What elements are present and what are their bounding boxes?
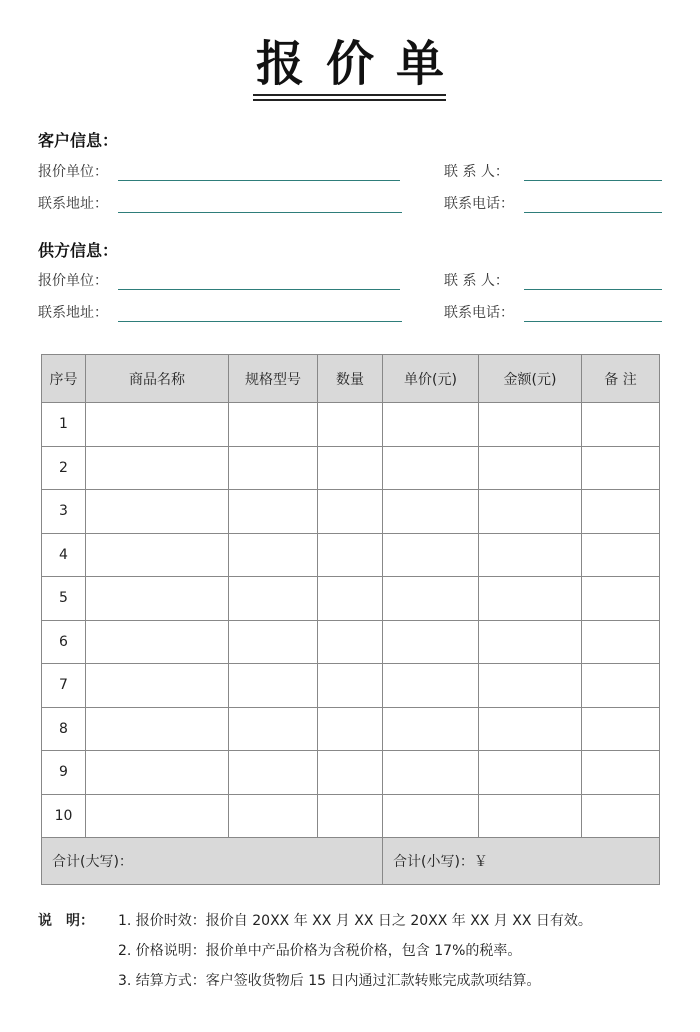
cell-quantity[interactable]	[318, 620, 383, 664]
cell-product-name[interactable]	[86, 620, 229, 664]
cell-amount[interactable]	[479, 707, 582, 751]
cell-quantity[interactable]	[318, 533, 383, 577]
note-price: 2. 价格说明：报价单中产品价格为含税价格，包含 17%的税率。	[118, 943, 522, 959]
header-product-name: 商品名称	[86, 355, 229, 403]
cell-remarks[interactable]	[582, 751, 660, 795]
supplier-phone-label: 联系电话：	[444, 305, 514, 321]
supplier-contact-label: 联 系 人：	[444, 273, 509, 289]
customer-contact-field[interactable]	[524, 180, 662, 181]
cell-quantity[interactable]	[318, 707, 383, 751]
cell-product-name[interactable]	[86, 446, 229, 490]
header-index: 序号	[42, 355, 86, 403]
page-title: 报价单	[255, 36, 466, 92]
header-quantity: 数量	[318, 355, 383, 403]
cell-model[interactable]	[229, 664, 318, 708]
customer-contact-label: 联 系 人：	[444, 164, 509, 180]
header-amount: 金额(元)	[479, 355, 582, 403]
supplier-unit-label: 报价单位：	[38, 273, 108, 289]
supplier-address-label: 联系地址：	[38, 305, 108, 321]
cell-unit-price[interactable]	[383, 403, 479, 447]
cell-amount[interactable]	[479, 751, 582, 795]
cell-product-name[interactable]	[86, 664, 229, 708]
customer-unit-label: 报价单位：	[38, 164, 108, 180]
note-validity: 1. 报价时效：报价自 20XX 年 XX 月 XX 日之 20XX 年 XX 月 XX 日有效。	[118, 913, 592, 929]
header-remarks: 备 注	[582, 355, 660, 403]
cell-quantity[interactable]	[318, 751, 383, 795]
cell-remarks[interactable]	[582, 707, 660, 751]
row-index: 3	[42, 490, 86, 534]
row-index: 1	[42, 403, 86, 447]
cell-amount[interactable]	[479, 490, 582, 534]
cell-unit-price[interactable]	[383, 664, 479, 708]
supplier-contact-field[interactable]	[524, 289, 662, 290]
cell-amount[interactable]	[479, 664, 582, 708]
row-index: 5	[42, 577, 86, 621]
cell-amount[interactable]	[479, 620, 582, 664]
note-settlement: 3. 结算方式：客户签收货物后 15 日内通过汇款转账完成款项结算。	[118, 973, 541, 989]
row-index: 7	[42, 664, 86, 708]
cell-unit-price[interactable]	[383, 490, 479, 534]
cell-model[interactable]	[229, 751, 318, 795]
row-index: 2	[42, 446, 86, 490]
supplier-unit-field[interactable]	[118, 289, 400, 290]
cell-product-name[interactable]	[86, 533, 229, 577]
table-row	[42, 664, 660, 708]
cell-unit-price[interactable]	[383, 751, 479, 795]
customer-unit-field[interactable]	[118, 180, 400, 181]
table-row	[42, 533, 660, 577]
cell-amount[interactable]	[479, 403, 582, 447]
table-row	[42, 707, 660, 751]
row-index: 8	[42, 707, 86, 751]
total-upper-label: 合计(大写)：	[42, 838, 383, 885]
row-index: 4	[42, 533, 86, 577]
total-lower-label: 合计(小写)：￥	[383, 838, 660, 885]
cell-model[interactable]	[229, 446, 318, 490]
customer-info-heading: 客户信息：	[38, 131, 119, 150]
table-row	[42, 751, 660, 795]
cell-quantity[interactable]	[318, 446, 383, 490]
cell-remarks[interactable]	[582, 620, 660, 664]
cell-unit-price[interactable]	[383, 446, 479, 490]
cell-remarks[interactable]	[582, 446, 660, 490]
cell-model[interactable]	[229, 707, 318, 751]
table-header-row	[42, 355, 660, 403]
cell-model[interactable]	[229, 577, 318, 621]
cell-unit-price[interactable]	[383, 533, 479, 577]
customer-address-label: 联系地址：	[38, 196, 108, 212]
cell-remarks[interactable]	[582, 794, 660, 838]
cell-product-name[interactable]	[86, 751, 229, 795]
cell-unit-price[interactable]	[383, 707, 479, 751]
cell-model[interactable]	[229, 403, 318, 447]
supplier-info-heading: 供方信息：	[38, 241, 119, 260]
cell-remarks[interactable]	[582, 664, 660, 708]
table-row	[42, 490, 660, 534]
header-unit-price: 单价(元)	[383, 355, 479, 403]
cell-amount[interactable]	[479, 533, 582, 577]
title-underline-top	[253, 94, 446, 96]
table-row	[42, 403, 660, 447]
table-row	[42, 620, 660, 664]
cell-amount[interactable]	[479, 794, 582, 838]
cell-amount[interactable]	[479, 577, 582, 621]
cell-remarks[interactable]	[582, 490, 660, 534]
cell-product-name[interactable]	[86, 707, 229, 751]
supplier-address-field[interactable]	[118, 321, 402, 322]
cell-quantity[interactable]	[318, 794, 383, 838]
cell-quantity[interactable]	[318, 577, 383, 621]
customer-address-field[interactable]	[118, 212, 402, 213]
table-row	[42, 794, 660, 838]
cell-model[interactable]	[229, 533, 318, 577]
table-row	[42, 446, 660, 490]
row-index: 9	[42, 751, 86, 795]
cell-remarks[interactable]	[582, 577, 660, 621]
cell-product-name[interactable]	[86, 577, 229, 621]
quotation-table	[41, 354, 660, 885]
cell-unit-price[interactable]	[383, 794, 479, 838]
cell-unit-price[interactable]	[383, 620, 479, 664]
cell-quantity[interactable]	[318, 664, 383, 708]
cell-model[interactable]	[229, 794, 318, 838]
table-row	[42, 577, 660, 621]
cell-model[interactable]	[229, 620, 318, 664]
customer-phone-field[interactable]	[524, 212, 662, 213]
customer-phone-label: 联系电话：	[444, 196, 514, 212]
cell-unit-price[interactable]	[383, 577, 479, 621]
notes-heading: 说 明：	[38, 913, 94, 929]
cell-quantity[interactable]	[318, 403, 383, 447]
total-row	[42, 838, 660, 885]
cell-quantity[interactable]	[318, 490, 383, 534]
supplier-phone-field[interactable]	[524, 321, 662, 322]
header-model: 规格型号	[229, 355, 318, 403]
row-index: 6	[42, 620, 86, 664]
title-underline-bottom	[253, 99, 446, 101]
cell-remarks[interactable]	[582, 403, 660, 447]
cell-product-name[interactable]	[86, 794, 229, 838]
cell-remarks[interactable]	[582, 533, 660, 577]
row-index: 10	[42, 794, 86, 838]
cell-model[interactable]	[229, 490, 318, 534]
cell-amount[interactable]	[479, 446, 582, 490]
cell-product-name[interactable]	[86, 403, 229, 447]
cell-product-name[interactable]	[86, 490, 229, 534]
